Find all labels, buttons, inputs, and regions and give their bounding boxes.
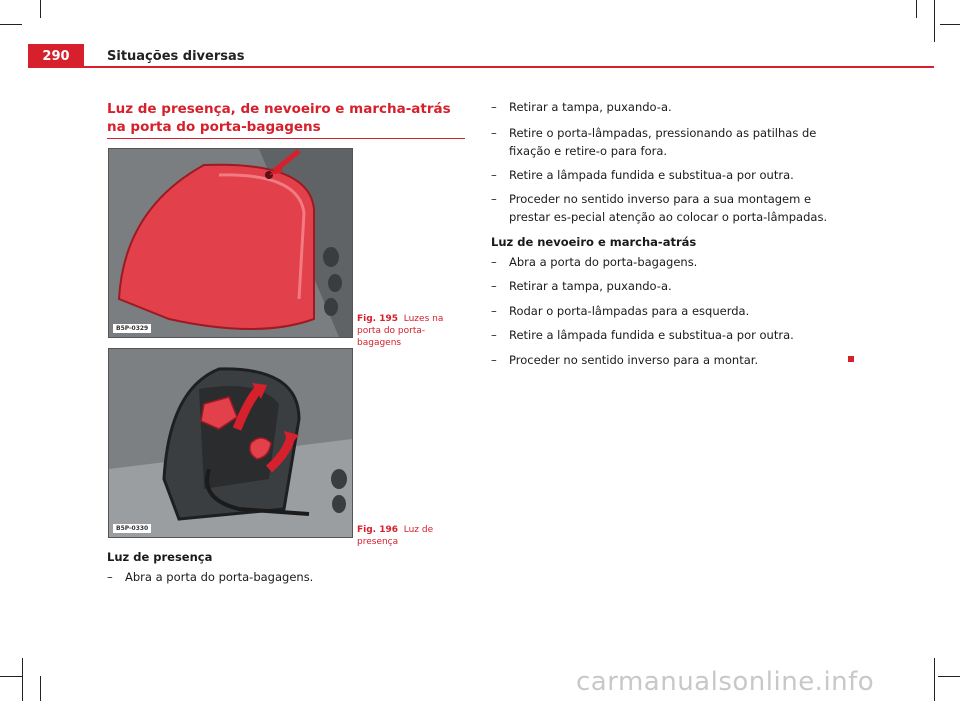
list-dash: – [491, 100, 497, 114]
lamp-holder-illustration [109, 349, 352, 537]
figure-label: Fig. 195 [357, 314, 399, 324]
list-item [491, 190, 851, 226]
crop-mark [0, 24, 22, 25]
list-item-text: Retirar a tampa, puxando-a. [509, 279, 672, 293]
list-dash: – [491, 353, 497, 367]
list-item [491, 351, 851, 369]
list-item [491, 302, 851, 320]
list-dash: – [491, 192, 497, 206]
crop-mark [940, 24, 960, 25]
list-item-text: Proceder no sentido inverso para a montar. [509, 353, 759, 367]
figure-195-image [108, 148, 353, 338]
subhead-nevoeiro-marcha-atras: Luz de nevoeiro e marcha-atrás [491, 235, 697, 249]
figure-label: Fig. 196 [357, 525, 399, 535]
list-item-text: Abra a porta do porta-bagagens. [509, 255, 698, 269]
list-item-text: Rodar o porta-lâmpadas para a esquerda. [509, 304, 750, 318]
crop-mark [916, 0, 917, 18]
list-item [491, 277, 851, 295]
crop-mark [40, 0, 41, 18]
list-dash: – [491, 126, 497, 140]
list-dash: – [491, 328, 497, 342]
list-dash: – [491, 304, 497, 318]
figure-196-image [108, 348, 353, 538]
crop-mark [934, 0, 935, 42]
figure-196-caption [357, 524, 467, 548]
list-item [491, 166, 851, 184]
subhead-luz-presenca: Luz de presença [107, 550, 213, 564]
crop-mark [40, 676, 41, 701]
list-item [107, 568, 467, 586]
figure-caption-text: Luzes na porta do porta-bagagens [357, 314, 444, 348]
list-dash: – [491, 168, 497, 182]
figure-code: B5P-0329 [113, 324, 151, 333]
watermark: carmanualsonline.info [576, 667, 875, 697]
crop-mark [0, 676, 22, 677]
list-item-text: Retire o porta-lâmpadas, pressionando as patilhas de fixação e retire-o para fora. [509, 126, 817, 158]
list-item [491, 326, 851, 344]
list-dash: – [107, 570, 113, 584]
header-divider [84, 66, 934, 68]
tailgate-lights-illustration [109, 149, 352, 337]
list-item [491, 98, 851, 116]
page-number: 290 [28, 44, 84, 68]
list-item [491, 124, 851, 160]
list-item-text: Proceder no sentido inverso para a sua montagem e prestar es-pecial atenção ao colocar o porta-lâmpadas. [509, 192, 828, 224]
crop-mark [934, 658, 935, 701]
list-item-text: Retire a lâmpada fundida e substitua-a por outra. [509, 168, 794, 182]
figure-195-caption [357, 313, 467, 349]
list-item-text: Retirar a tampa, puxando-a. [509, 100, 672, 114]
list-item-text: Abra a porta do porta-bagagens. [125, 570, 314, 584]
crop-mark [938, 676, 960, 677]
list-dash: – [491, 255, 497, 269]
running-header: Situações diversas [107, 49, 245, 64]
figure-code: B5P-0330 [113, 524, 151, 533]
section-end-mark [848, 356, 854, 362]
section-title: Luz de presença, de nevoeiro e marcha-atrás na porta do porta-bagagens [107, 100, 465, 139]
figure-caption-text: Luz de presença [357, 525, 434, 547]
crop-mark [22, 658, 23, 701]
list-item-text: Retire a lâmpada fundida e substitua-a por outra. [509, 328, 794, 342]
list-dash: – [491, 279, 497, 293]
list-item [491, 253, 851, 271]
